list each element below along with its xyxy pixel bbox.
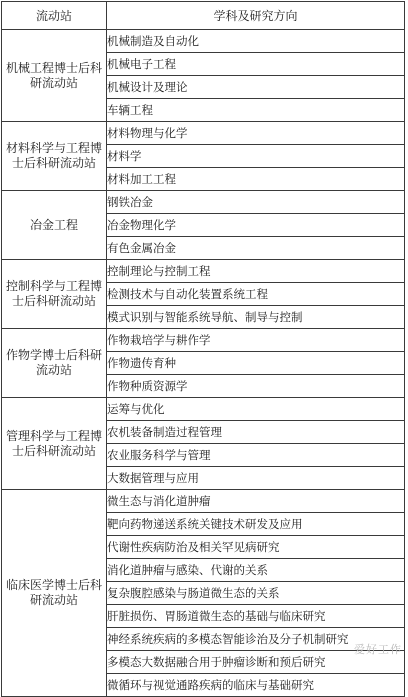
research-field: 复杂腹腔感染与肠道微生态的关系 bbox=[107, 582, 405, 605]
research-field: 大数据管理与应用 bbox=[107, 467, 405, 490]
table-row bbox=[2, 30, 405, 53]
research-field: 运筹与优化 bbox=[107, 398, 405, 421]
research-field: 农机装备制造过程管理 bbox=[107, 421, 405, 444]
research-field: 农业服务科学与管理 bbox=[107, 444, 405, 467]
research-field: 机械设计及理论 bbox=[107, 76, 405, 99]
watermark: 爱好工作 bbox=[354, 643, 402, 656]
header-field: 学科及研究方向 bbox=[107, 2, 405, 30]
research-field: 多模态大数据融合用于肿瘤诊断和预后研究 bbox=[107, 651, 405, 674]
research-field: 机械制造及自动化 bbox=[107, 30, 405, 53]
table-row bbox=[2, 122, 405, 145]
research-field: 材料物理与化学 bbox=[107, 122, 405, 145]
station-name: 控制科学与工程博士后科研流动站 bbox=[2, 260, 107, 329]
research-field: 钢铁冶金 bbox=[107, 191, 405, 214]
station-name: 冶金工程 bbox=[2, 191, 107, 260]
research-field: 材料加工工程 bbox=[107, 168, 405, 191]
research-field: 作物种质资源学 bbox=[107, 375, 405, 398]
table-row bbox=[2, 329, 405, 352]
station-name: 机械工程博士后科研流动站 bbox=[2, 30, 107, 122]
table-row bbox=[2, 260, 405, 283]
research-field: 控制理论与控制工程 bbox=[107, 260, 405, 283]
research-field: 冶金物理化学 bbox=[107, 214, 405, 237]
research-field: 有色金属冶金 bbox=[107, 237, 405, 260]
research-field: 车辆工程 bbox=[107, 99, 405, 122]
research-field: 微循环与视觉通路疾病的临床与基础研究 bbox=[107, 674, 405, 697]
table-body bbox=[2, 30, 405, 697]
research-field: 机械电子工程 bbox=[107, 53, 405, 76]
table-row bbox=[2, 191, 405, 214]
research-field: 材料学 bbox=[107, 145, 405, 168]
research-field: 肝脏损伤、胃肠道微生态的基础与临床研究 bbox=[107, 605, 405, 628]
station-name: 临床医学博士后科研流动站 bbox=[2, 490, 107, 697]
research-field: 靶向药物递送系统关键技术研发及应用 bbox=[107, 513, 405, 536]
station-name: 材料科学与工程博士后科研流动站 bbox=[2, 122, 107, 191]
research-field: 代谢性疾病防治及相关罕见病研究 bbox=[107, 536, 405, 559]
research-field: 模式识别与智能系统导航、制导与控制 bbox=[107, 306, 405, 329]
header-station: 流动站 bbox=[2, 2, 107, 30]
research-field: 检测技术与自动化装置系统工程 bbox=[107, 283, 405, 306]
research-field: 微生态与消化道肿瘤 bbox=[107, 490, 405, 513]
station-name: 管理科学与工程博士后科研流动站 bbox=[2, 398, 107, 490]
table-row bbox=[2, 398, 405, 421]
research-field: 作物遗传育种 bbox=[107, 352, 405, 375]
table-row bbox=[2, 490, 405, 513]
station-name: 作物学博士后科研流动站 bbox=[2, 329, 107, 398]
research-field: 作物栽培学与耕作学 bbox=[107, 329, 405, 352]
research-field: 神经系统疾病的多模态智能诊治及分子机制研究 bbox=[107, 628, 405, 651]
header-row bbox=[2, 2, 405, 30]
discipline-table bbox=[1, 1, 405, 697]
research-field: 消化道肿瘤与感染、代谢的关系 bbox=[107, 559, 405, 582]
